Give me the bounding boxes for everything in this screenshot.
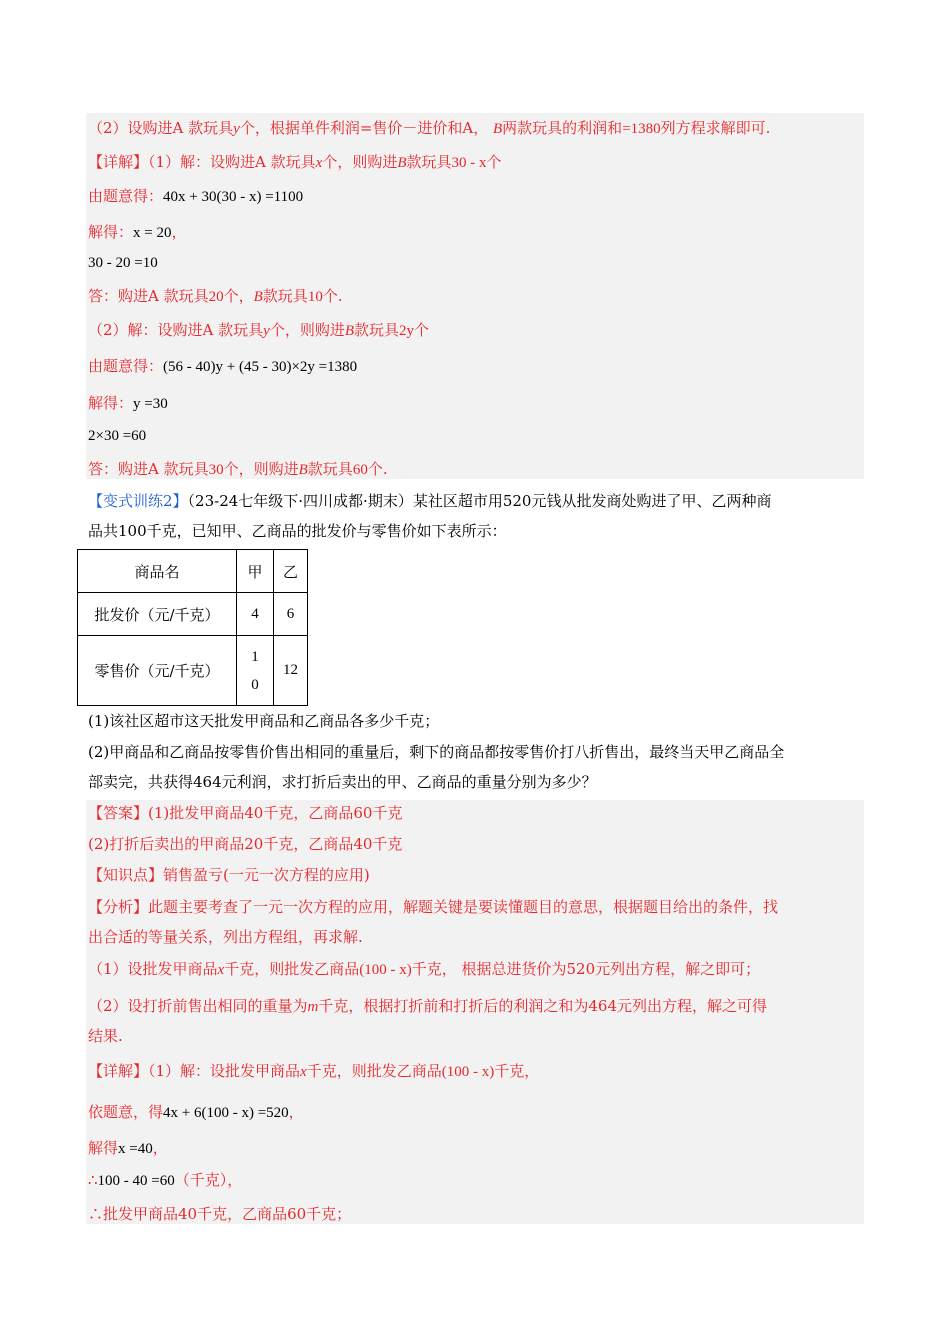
calc-line-1: 30 - 20 =10 [88,255,158,271]
detail-line-1: 【详解】（1）解：设批发甲商品x千克，则批发乙商品(100 - x)千克， [88,1062,540,1080]
table-header-name: 商品名 [78,550,237,593]
table-cell-yi: 6 [274,593,308,636]
table-cell-label: 零售价（元/千克） [78,636,237,706]
table-cell-jia-digit-1: 1 [251,648,259,665]
variant-training-tag: 【变式训练2】 [88,492,188,510]
table-row [78,593,308,636]
table-header-yi: 乙 [274,550,308,593]
table-header-jia: 甲 [237,550,274,593]
problem-line-1: 【变式训练2】（23-24七年级下·四川成都·期末）某社区超市用520元钱从批发商处购进了甲、乙两种商 [88,492,772,510]
question-1: (1)该社区超市这天批发甲商品和乙商品各多少千克； [88,712,440,730]
detail-line-3: 解得x =40， [88,1139,168,1157]
problem-line-2: 品共100千克，已知甲、乙商品的批发价与零售价如下表所示： [88,522,507,540]
knowledge-point-line: 【知识点】销售盈亏(一元一次方程的应用) [88,866,370,884]
detail-line-4: ∴100 - 40 =60（千克）， [88,1171,243,1189]
analysis-part2-line: （2）设购进A 款玩具y个，根据单件利润=售价－进价和A， B两款玩具的利润和=1380列方程求解即可. [88,119,771,137]
analysis-line-2: 出合适的等量关系，列出方程组，再求解. [88,928,363,946]
detail-line-2: 依题意，得4x + 6(100 - x) =520， [88,1103,304,1121]
detail-line-5: ∴批发甲商品40千克，乙商品60千克； [88,1205,352,1223]
solve-line-1: 解得：x = 20， [88,223,187,241]
analysis-line-1: 【分析】此题主要考查了一元一次方程的应用，解题关键是要读懂题目的意思，根据题目给出的条件，找 [88,898,779,916]
answer-line-part2: (2)打折后卖出的甲商品20千克，乙商品40千克 [88,835,403,853]
answer-line-1: 答：购进A 款玩具20个，B款玩具10个. [88,287,343,305]
equation-line-2: 由题意得：(56 - 40)y + (45 - 30)×2y =1380 [88,357,358,375]
question-2-line-1: (2)甲商品和乙商品按零售价售出相同的重量后，剩下的商品都按零售价打八折售出，最终当天甲乙商品全 [88,743,785,761]
equation-line-1: 由题意得：40x + 30(30 - x) =1100 [88,187,304,205]
detail-part2-line: （2）解：设购进A 款玩具y个，则购进B款玩具2y个 [88,321,430,339]
table-cell-label: 批发价（元/千克） [78,593,237,636]
analysis-step-2-line-1: （2）设打折前售出相同的重量为m千克，根据打折前和打折后的利润之和为464元列出方程，解之可得 [88,997,768,1015]
calc-line-2: 2×30 =60 [88,428,147,444]
answer-line-2: 答：购进A 款玩具30个，则购进B款玩具60个. [88,460,388,478]
price-table [77,549,308,706]
solve-line-2: 解得：y =30 [88,394,168,412]
analysis-step-2-line-2: 结果. [88,1027,123,1045]
analysis-step-1: （1）设批发甲商品x千克，则批发乙商品(100 - x)千克， 根据总进货价为520元列出方程，解之即可； [88,960,761,978]
table-cell-jia: 4 [237,593,274,636]
question-2-line-2: 部卖完，共获得464元利润，求打折后卖出的甲、乙商品的重量分别为多少？ [88,773,597,791]
answer-line-part1: 【答案】(1)批发甲商品40千克，乙商品60千克 [88,804,403,822]
table-cell-jia-digit-2: 0 [251,676,259,693]
table-cell-yi: 12 [274,636,308,706]
table-cell-jia [237,636,274,706]
table-row [78,636,308,706]
detail-part1-line: 【详解】（1）解：设购进A 款玩具x个，则购进B款玩具30 - x个 [88,153,502,171]
